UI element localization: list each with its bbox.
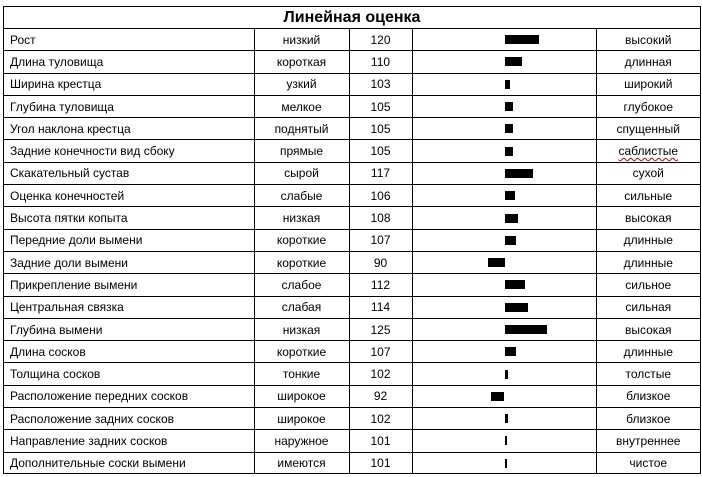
- deviation-bar: [505, 191, 515, 200]
- high-end-text: внутреннее: [616, 433, 681, 448]
- low-end-label: низкая: [254, 207, 349, 229]
- bar-cell: [412, 73, 596, 95]
- trait-label: Расположение передних сосков: [4, 385, 254, 407]
- trait-label: Длина туловища: [4, 51, 254, 73]
- table-row: [4, 140, 700, 162]
- bar-cell: [412, 363, 596, 385]
- table-row: [4, 430, 700, 452]
- deviation-bar: [505, 280, 525, 289]
- trait-value: 103: [349, 73, 412, 95]
- bar-track: [413, 252, 596, 273]
- bar-track: [413, 208, 596, 229]
- bar-track: [413, 74, 596, 95]
- deviation-bar: [491, 392, 505, 401]
- deviation-bar: [505, 436, 507, 445]
- trait-label: Рост: [4, 29, 254, 51]
- low-end-label: сырой: [254, 162, 349, 184]
- deviation-bar: [505, 57, 522, 66]
- deviation-bar: [505, 35, 539, 44]
- trait-label: Дополнительные соски вымени: [4, 452, 254, 474]
- deviation-bar: [505, 347, 517, 356]
- trait-value: 90: [349, 251, 412, 273]
- bar-cell: [412, 274, 596, 296]
- trait-label: Расположение задних сосков: [4, 408, 254, 430]
- high-end-label: [596, 430, 700, 452]
- trait-label: Направление задних сосков: [4, 430, 254, 452]
- table-row: [4, 51, 700, 73]
- high-end-text: сильные: [624, 188, 673, 203]
- low-end-label: тонкие: [254, 363, 349, 385]
- high-end-label: [596, 95, 700, 117]
- trait-value: 120: [349, 29, 412, 51]
- high-end-text: сухой: [632, 166, 664, 181]
- low-end-label: короткие: [254, 229, 349, 251]
- bar-cell: [412, 140, 596, 162]
- trait-label: Задние доли вымени: [4, 251, 254, 273]
- high-end-text: близкое: [626, 389, 671, 404]
- trait-label: Ширина крестца: [4, 73, 254, 95]
- high-end-text: длинные: [623, 233, 673, 248]
- trait-value: 114: [349, 296, 412, 318]
- table-row: [4, 229, 700, 251]
- low-end-label: прямые: [254, 140, 349, 162]
- high-end-label: [596, 251, 700, 273]
- high-end-text: длинная: [624, 54, 672, 69]
- bar-cell: [412, 318, 596, 340]
- trait-value: 107: [349, 229, 412, 251]
- bar-track: [413, 430, 596, 451]
- table-row: [4, 185, 700, 207]
- high-end-label: [596, 229, 700, 251]
- trait-rows: [4, 29, 700, 474]
- bar-track: [413, 274, 596, 295]
- trait-label: Длина сосков: [4, 341, 254, 363]
- bar-track: [413, 163, 596, 184]
- table-row: [4, 341, 700, 363]
- high-end-label: [596, 363, 700, 385]
- table-row: [4, 162, 700, 184]
- deviation-bar: [505, 102, 514, 111]
- linear-evaluation-table: [3, 6, 701, 474]
- bar-cell: [412, 207, 596, 229]
- bar-track: [413, 319, 596, 340]
- trait-grid: [4, 29, 700, 474]
- high-end-text: толстые: [625, 367, 672, 382]
- bar-track: [413, 118, 596, 139]
- high-end-label: [596, 318, 700, 340]
- deviation-bar: [505, 370, 508, 379]
- bar-cell: [412, 162, 596, 184]
- bar-track: [413, 230, 596, 251]
- high-end-label: [596, 51, 700, 73]
- high-end-label: [596, 296, 700, 318]
- trait-label: Глубина вымени: [4, 318, 254, 340]
- deviation-bar: [505, 147, 514, 156]
- bar-cell: [412, 385, 596, 407]
- trait-value: 101: [349, 430, 412, 452]
- deviation-bar: [488, 258, 505, 267]
- trait-label: Скакательный сустав: [4, 162, 254, 184]
- table-row: [4, 318, 700, 340]
- bar-cell: [412, 29, 596, 51]
- trait-value: 106: [349, 185, 412, 207]
- trait-value: 101: [349, 452, 412, 474]
- high-end-label: [596, 408, 700, 430]
- high-end-text: высокая: [625, 211, 672, 226]
- bar-cell: [412, 95, 596, 117]
- bar-cell: [412, 51, 596, 73]
- table-row: [4, 95, 700, 117]
- table-row: [4, 29, 700, 51]
- chart-title: Линейная оценка: [4, 7, 700, 29]
- high-end-text: широкий: [624, 77, 673, 92]
- trait-label: Высота пятки копыта: [4, 207, 254, 229]
- table-row: [4, 73, 700, 95]
- table-row: [4, 385, 700, 407]
- high-end-text: сильная: [625, 300, 672, 315]
- bar-track: [413, 408, 596, 429]
- deviation-bar: [505, 80, 510, 89]
- bar-cell: [412, 452, 596, 474]
- bar-track: [413, 29, 596, 50]
- low-end-label: слабые: [254, 185, 349, 207]
- trait-value: 117: [349, 162, 412, 184]
- bar-track: [413, 364, 596, 385]
- high-end-label: [596, 452, 700, 474]
- trait-value: 110: [349, 51, 412, 73]
- deviation-bar: [505, 303, 529, 312]
- table-row: [4, 118, 700, 140]
- low-end-label: мелкое: [254, 95, 349, 117]
- low-end-label: узкий: [254, 73, 349, 95]
- high-end-text: близкое: [626, 411, 671, 426]
- deviation-bar: [505, 214, 519, 223]
- bar-cell: [412, 118, 596, 140]
- bar-cell: [412, 408, 596, 430]
- low-end-label: поднятый: [254, 118, 349, 140]
- trait-label: Глубина туловища: [4, 95, 254, 117]
- trait-value: 105: [349, 95, 412, 117]
- high-end-text: высокая: [625, 322, 672, 337]
- low-end-label: слабое: [254, 274, 349, 296]
- bar-cell: [412, 296, 596, 318]
- low-end-label: имеются: [254, 452, 349, 474]
- bar-track: [413, 386, 596, 407]
- table-row: [4, 452, 700, 474]
- deviation-bar: [505, 236, 517, 245]
- high-end-label: [596, 385, 700, 407]
- bar-track: [413, 297, 596, 318]
- trait-label: Передние доли вымени: [4, 229, 254, 251]
- high-end-text: чистое: [629, 456, 668, 471]
- deviation-bar: [505, 414, 508, 423]
- high-end-label: [596, 185, 700, 207]
- high-end-label: [596, 207, 700, 229]
- bar-cell: [412, 229, 596, 251]
- trait-label: Прикрепление вымени: [4, 274, 254, 296]
- trait-value: 108: [349, 207, 412, 229]
- bar-cell: [412, 251, 596, 273]
- table-row: [4, 207, 700, 229]
- trait-label: Центральная связка: [4, 296, 254, 318]
- table-row: [4, 363, 700, 385]
- trait-value: 105: [349, 140, 412, 162]
- high-end-label: [596, 341, 700, 363]
- trait-value: 102: [349, 363, 412, 385]
- trait-label: Толщина сосков: [4, 363, 254, 385]
- low-end-label: короткие: [254, 341, 349, 363]
- low-end-label: наружное: [254, 430, 349, 452]
- table-row: [4, 274, 700, 296]
- low-end-label: слабая: [254, 296, 349, 318]
- trait-value: 112: [349, 274, 412, 296]
- bar-track: [413, 141, 596, 162]
- high-end-text: высокий: [625, 32, 672, 47]
- bar-cell: [412, 430, 596, 452]
- deviation-bar: [505, 169, 534, 178]
- bar-cell: [412, 185, 596, 207]
- high-end-text: глубокое: [623, 99, 674, 114]
- high-end-label: [596, 140, 700, 162]
- high-end-text: спущенный: [616, 121, 680, 136]
- table-row: [4, 296, 700, 318]
- bar-track: [413, 96, 596, 117]
- table-row: [4, 408, 700, 430]
- low-end-label: короткая: [254, 51, 349, 73]
- low-end-label: низкая: [254, 318, 349, 340]
- high-end-label: [596, 162, 700, 184]
- trait-value: 105: [349, 118, 412, 140]
- high-end-label: [596, 29, 700, 51]
- high-end-text: сильное: [625, 277, 672, 292]
- high-end-label: [596, 274, 700, 296]
- high-end-label: [596, 118, 700, 140]
- high-end-text: длинные: [623, 255, 673, 270]
- trait-label: Задние конечности вид сбоку: [4, 140, 254, 162]
- trait-value: 92: [349, 385, 412, 407]
- trait-value: 102: [349, 408, 412, 430]
- high-end-text: саблистые: [618, 144, 678, 159]
- table-row: [4, 251, 700, 273]
- bar-track: [413, 341, 596, 362]
- low-end-label: низкий: [254, 29, 349, 51]
- low-end-label: широкое: [254, 385, 349, 407]
- bar-track: [413, 185, 596, 206]
- low-end-label: широкое: [254, 408, 349, 430]
- trait-value: 107: [349, 341, 412, 363]
- trait-label: Угол наклона крестца: [4, 118, 254, 140]
- low-end-label: короткие: [254, 251, 349, 273]
- high-end-label: [596, 73, 700, 95]
- trait-value: 125: [349, 318, 412, 340]
- deviation-bar: [505, 459, 507, 468]
- high-end-text: длинные: [623, 344, 673, 359]
- bar-cell: [412, 341, 596, 363]
- bar-track: [413, 51, 596, 72]
- deviation-bar: [505, 124, 514, 133]
- deviation-bar: [505, 325, 548, 334]
- bar-track: [413, 453, 596, 474]
- trait-label: Оценка конечностей: [4, 185, 254, 207]
